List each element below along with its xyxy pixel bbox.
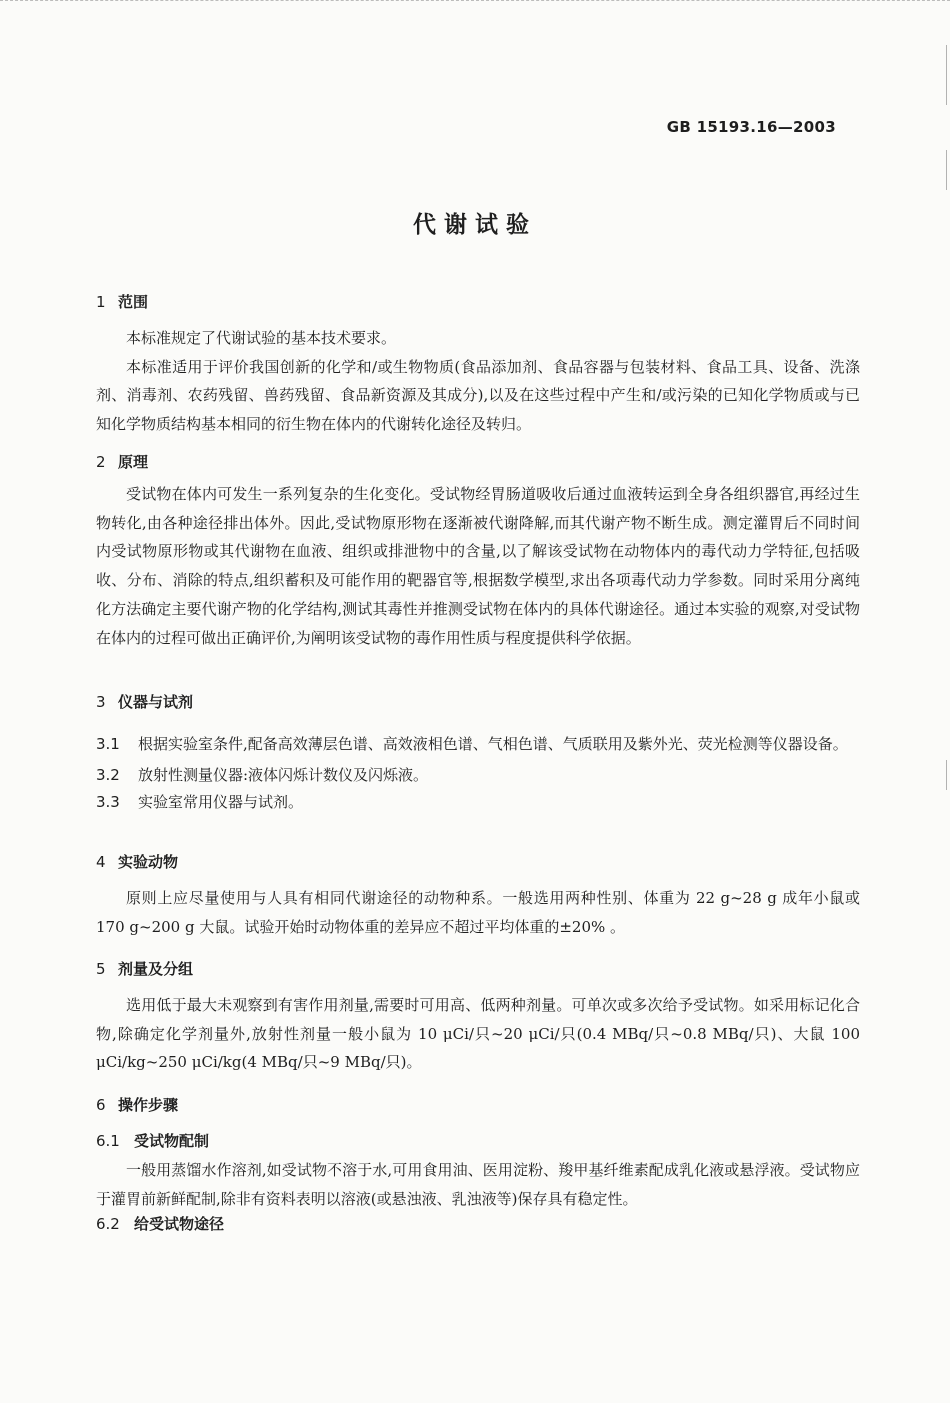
section-6 [96, 1094, 860, 1116]
clause-number: 3.1 [96, 735, 120, 753]
section-1-body [96, 324, 860, 439]
section-number: 5 [96, 960, 106, 978]
scan-edge-mark [946, 150, 947, 190]
clause-number: 3.2 [96, 766, 120, 784]
paragraph: 本标准适用于评价我国创新的化学和/或生物物质(食品添加剂、食品容器与包装材料、食品工具、设备、洗涤剂、消毒剂、农药残留、兽药残留、食品新资源及其成分),以及在这些过程中产生和/或污染的已知化学物质或与已知化学物质结构基本相同的衍生物在体内的代谢转化途径及转归。 [96, 357, 860, 434]
section-heading [96, 1094, 860, 1116]
paragraph: 本标准规定了代谢试验的基本技术要求。 [126, 329, 397, 347]
section-heading [96, 291, 860, 313]
clause-3-3 [96, 789, 860, 816]
section-4-body [96, 884, 860, 941]
clause-text: 根据实验室条件,配备高效薄层色谱、高效液相色谱、气相色谱、气质联用及紫外光、荧光检测等仪器设备。 [138, 735, 848, 753]
clause-3-1 [96, 731, 860, 758]
section-number: 4 [96, 853, 106, 871]
paragraph: 原则上应尽量使用与人具有相同代谢途径的动物种系。一般选用两种性别、体重为 22 g~28 g 成年小鼠或 170 g~200 g 大鼠。试验开始时动物体重的差异应不超过平均体重的±20% 。 [96, 889, 860, 936]
clause-text: 放射性测量仪器:液体闪烁计数仪及闪烁液。 [138, 766, 429, 784]
paragraph: 一般用蒸馏水作溶剂,如受试物不溶于水,可用食用油、医用淀粉、羧甲基纤维素配成乳化液或悬浮液。受试物应于灌胃前新鲜配制,除非有资料表明以溶液(或悬浊液、乳浊液等)保存具有稳定性。 [96, 1161, 860, 1208]
clause-number: 3.3 [96, 793, 120, 811]
clause-3-2 [96, 762, 860, 789]
section-5 [96, 958, 860, 980]
section-number: 3 [96, 693, 106, 711]
subsection-heading [96, 1213, 860, 1235]
section-number: 2 [96, 453, 106, 471]
section-heading [96, 451, 860, 473]
paragraph: 选用低于最大未观察到有害作用剂量,需要时可用高、低两种剂量。可单次或多次给予受试物。如采用标记化合物,除确定化学剂量外,放射性剂量一般小鼠为 10 μCi/只~20 μCi/只(0.4 MBq/只~0.8 MBq/只)、大鼠 100 μCi/kg~250 μCi/kg(4 MBq/只~9 MBq/只)。 [96, 996, 860, 1072]
section-4 [96, 851, 860, 873]
section-6-2 [96, 1213, 860, 1235]
subsection-title: 给受试物途径 [134, 1215, 225, 1233]
section-heading [96, 691, 860, 713]
section-title: 操作步骤 [118, 1096, 179, 1114]
subsection-title: 受试物配制 [134, 1132, 210, 1150]
section-3-body [96, 731, 860, 816]
paragraph: 受试物在体内可发生一系列复杂的生化变化。受试物经胃肠道吸收后通过血液转运到全身各组织器官,再经过生物转化,由各种途径排出体外。因此,受试物原形物在逐渐被代谢降解,而其代谢产物不断生成。测定灌胃后不同时间内受试物原形物或其代谢物在血液、组织或排泄物中的含量,以了解该受试物在动物体内的毒代动力学特征,包括吸收、分布、消除的特点,组织蓄积及可能作用的靶器官等,根据数学模型,求出各项毒代动力学参数。同时采用分离纯化方法确定主要代谢产物的化学结构,测试其毒性并推测受试物在体内的具体代谢途径。通过本实验的观察,对受试物在体内的过程可做出正确评价,为阐明该受试物的毒作用性质与程度提供科学依据。 [96, 485, 860, 647]
section-title: 仪器与试剂 [118, 693, 194, 711]
section-2 [96, 451, 860, 473]
subsection-number: 6.2 [96, 1215, 120, 1233]
section-2-body [96, 480, 860, 652]
clause-text: 实验室常用仪器与试剂。 [138, 793, 304, 811]
scan-edge-mark [946, 45, 947, 105]
section-5-body [96, 991, 860, 1077]
subsection-number: 6.1 [96, 1132, 120, 1150]
standard-number: GB 15193.16—2003 [666, 118, 836, 136]
section-number: 6 [96, 1096, 106, 1114]
section-title: 剂量及分组 [118, 960, 194, 978]
section-number: 1 [96, 293, 106, 311]
section-heading [96, 851, 860, 873]
section-1 [96, 291, 860, 313]
section-title: 范围 [118, 293, 149, 311]
section-6-1 [96, 1130, 860, 1213]
section-title: 实验动物 [118, 853, 179, 871]
scan-top-edge [0, 0, 950, 5]
subsection-heading [96, 1130, 860, 1152]
document-title: 代谢试验 [413, 212, 537, 238]
scan-edge-mark [946, 760, 947, 790]
section-heading [96, 958, 860, 980]
section-title: 原理 [118, 453, 149, 471]
section-3 [96, 691, 860, 713]
